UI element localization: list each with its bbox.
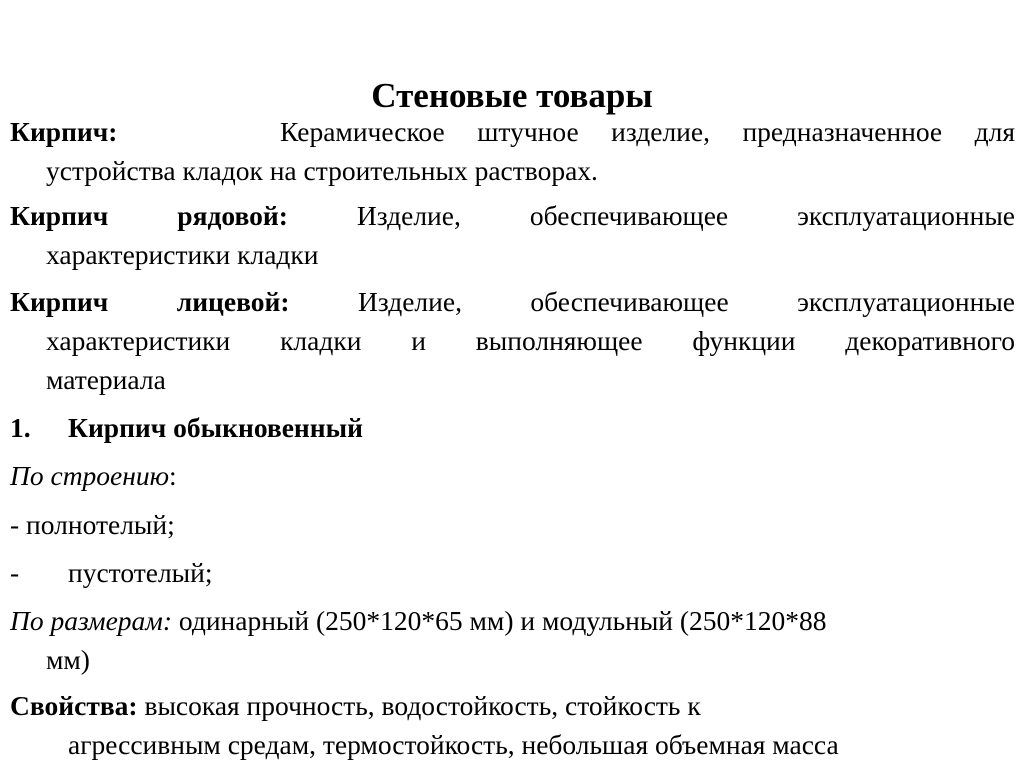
- section-title: Кирпич обыкновенный: [68, 412, 363, 443]
- definition-ordinary-text1: Изделие, обеспечивающее эксплуатационные: [356, 200, 1015, 231]
- definition-ordinary-text2: характеристики кладки: [46, 239, 319, 270]
- structure-item-hollow-dash: -: [10, 557, 20, 588]
- definition-ordinary-brick: [10, 196, 1015, 274]
- definition-facing-brick: [10, 282, 1015, 399]
- definition-brick-text1: Керамическое штучное изделие, предназначенное для: [279, 116, 1016, 147]
- structure-item-solid-text: - полнотелый;: [10, 509, 175, 540]
- sizes-label: По размерам:: [10, 605, 172, 636]
- properties-label: Свойства:: [10, 690, 138, 721]
- structure-item-hollow: [10, 553, 1015, 592]
- properties-text2: агрессивным средам, термостойкость, небольшая объемная масса: [68, 729, 839, 760]
- definition-brick-text2: устройства кладок на строительных растворах.: [46, 155, 598, 186]
- structure-colon: :: [169, 460, 177, 491]
- section-number: 1.: [10, 412, 31, 443]
- sizes-paragraph: [10, 601, 1015, 679]
- structure-item-solid: [10, 505, 1015, 544]
- properties-paragraph: [10, 686, 1015, 764]
- definition-ordinary-line1: [10, 196, 1015, 235]
- sizes-text1: одинарный (250*120*65 мм) и модульный (250*120*88: [178, 605, 827, 636]
- definition-facing-text1: Изделие, обеспечивающее эксплуатационные: [358, 286, 1015, 317]
- term-facing-brick: Кирпич лицевой:: [10, 286, 290, 317]
- slide-title: Стеновые товары: [371, 76, 653, 115]
- section-heading: [10, 408, 1015, 447]
- term-brick: Кирпич:: [10, 116, 118, 147]
- sizes-text2: мм): [46, 644, 90, 675]
- definition-facing-text2: характеристики кладки и выполняющее функции декоративного: [46, 325, 1015, 356]
- structure-label-line: [10, 456, 1015, 495]
- definition-brick-line1: [10, 112, 1015, 151]
- definition-facing-line1: [10, 282, 1015, 321]
- definition-brick: [10, 112, 1015, 190]
- structure-item-hollow-text: пустотелый;: [68, 557, 213, 588]
- structure-label: По строению: [10, 460, 170, 491]
- term-ordinary-brick: Кирпич рядовой:: [10, 200, 288, 231]
- definition-facing-text3: материала: [46, 364, 166, 395]
- properties-text1: высокая прочность, водостойкость, стойкость к: [144, 690, 701, 721]
